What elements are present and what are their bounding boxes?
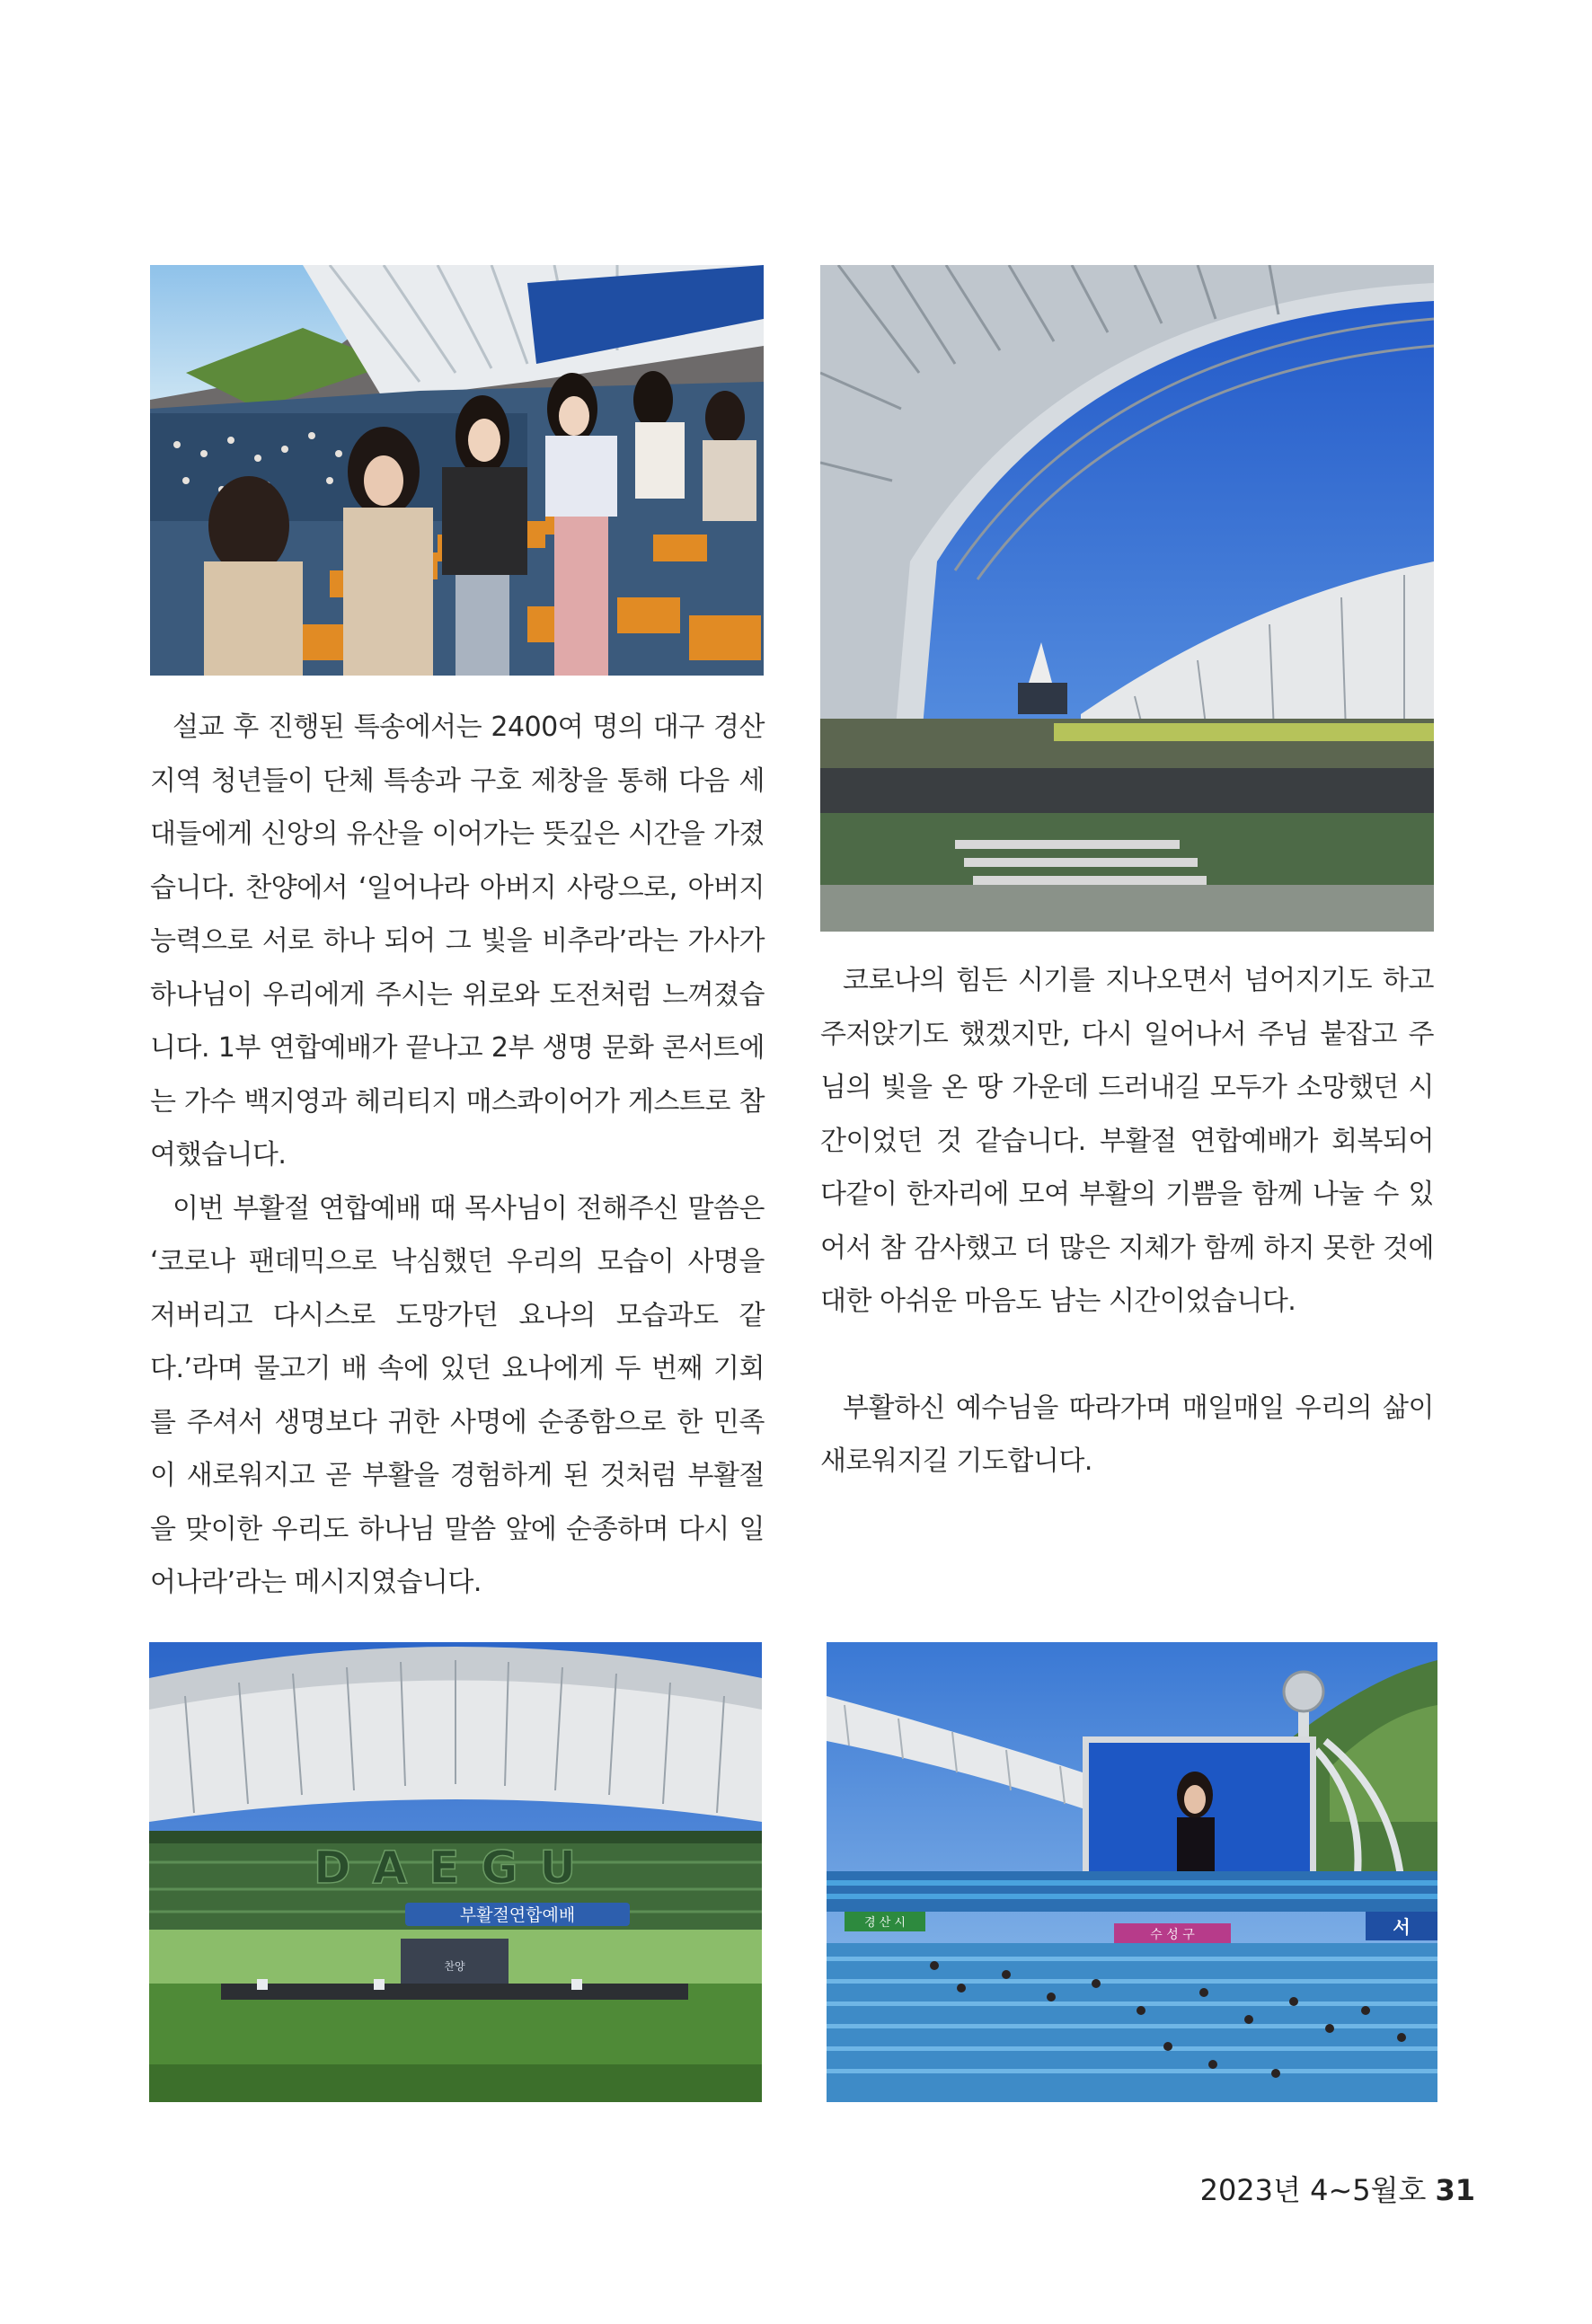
left-paragraph-1: 설교 후 진행된 특송에서는 2400여 명의 대구 경산지역 청년들이 단체 특송과 구호 제창을 통해 다음 세대들에게 신앙의 유산을 이어가는 뜻깊은 시간을 가졌습니다. 찬양에서 ‘일어나라 아버지 사랑으로, 아버지 능력으로 서로 하나 되어 그 빛을 비추라’라는 가사가 하나님이 우리에게 주시는 위로와 도전처럼 느껴졌습니다. 1부 연합예배가 끝나고 2부 생명 문화 콘서트에는 가수 백지영과 헤리티지 매스콰이어가 게스트로 참여했습니다. xyxy=(150,711,765,1171)
issue-label: 2023년 4~5월호 xyxy=(1199,2173,1427,2207)
choir-singers-in-stadium-stands-icon xyxy=(150,265,764,676)
photo-big-screen xyxy=(827,1642,1437,2102)
page-number: 31 xyxy=(1435,2173,1475,2207)
page-footer xyxy=(1200,2168,1475,2209)
stadium-big-screen-singer-icon xyxy=(827,1642,1437,2102)
photo-choir-crowd xyxy=(150,265,764,676)
stage-screen-text: 찬양 xyxy=(444,1960,465,1973)
easter-service-banner-text: 부활절연합예배 xyxy=(459,1905,576,1925)
photo-stadium-sky xyxy=(820,265,1434,932)
right-text-column xyxy=(820,954,1434,1489)
section-sign-right-text: 서 xyxy=(1393,1916,1411,1938)
photo-stadium-field xyxy=(149,1642,762,2102)
left-text-column xyxy=(150,701,765,1610)
stadium-roof-and-blue-sky-icon xyxy=(820,265,1434,932)
stadium-field-with-stage-icon xyxy=(149,1642,762,2102)
section-sign-left-text: 경 산 시 xyxy=(864,1916,906,1930)
right-paragraph-1: 코로나의 힘든 시기를 지나오면서 넘어지기도 하고 주저앉기도 했겠지만, 다시 일어나서 주님 붙잡고 주님의 빛을 온 땅 가운데 드러내길 모두가 소망했던 시간이었던 것 같습니다. 부활절 연합예배가 회복되어 다같이 한자리에 모여 부활의 기쁨을 함께 나눌 수 있어서 참 감사했고 더 많은 지체가 함께 하지 못한 것에 대한 아쉬운 마음도 남는 시간이었습니다. xyxy=(820,965,1434,1317)
daegu-sign-text: DAEGU xyxy=(314,1842,597,1894)
section-sign-middle-text: 수 성 구 xyxy=(1150,1928,1195,1942)
right-paragraph-2: 부활하신 예수님을 따라가며 매일매일 우리의 삶이 새로워지길 기도합니다. xyxy=(820,1392,1434,1477)
left-paragraph-2: 이번 부활절 연합예배 때 목사님이 전해주신 말씀은 ‘코로나 팬데믹으로 낙심했던 우리의 모습이 사명을 저버리고 다시스로 도망가던 요나의 모습과도 같다.’라며 물고기 배 속에 있던 요나에게 두 번째 기회를 주셔서 생명보다 귀한 사명에 순종함으로 한 민족이 새로워지고 곧 부활을 경험하게 된 것처럼 부활절을 맞이한 우리도 하나님 말씀 앞에 순종하며 다시 일어나라’라는 메시지였습니다. xyxy=(150,1192,765,1598)
